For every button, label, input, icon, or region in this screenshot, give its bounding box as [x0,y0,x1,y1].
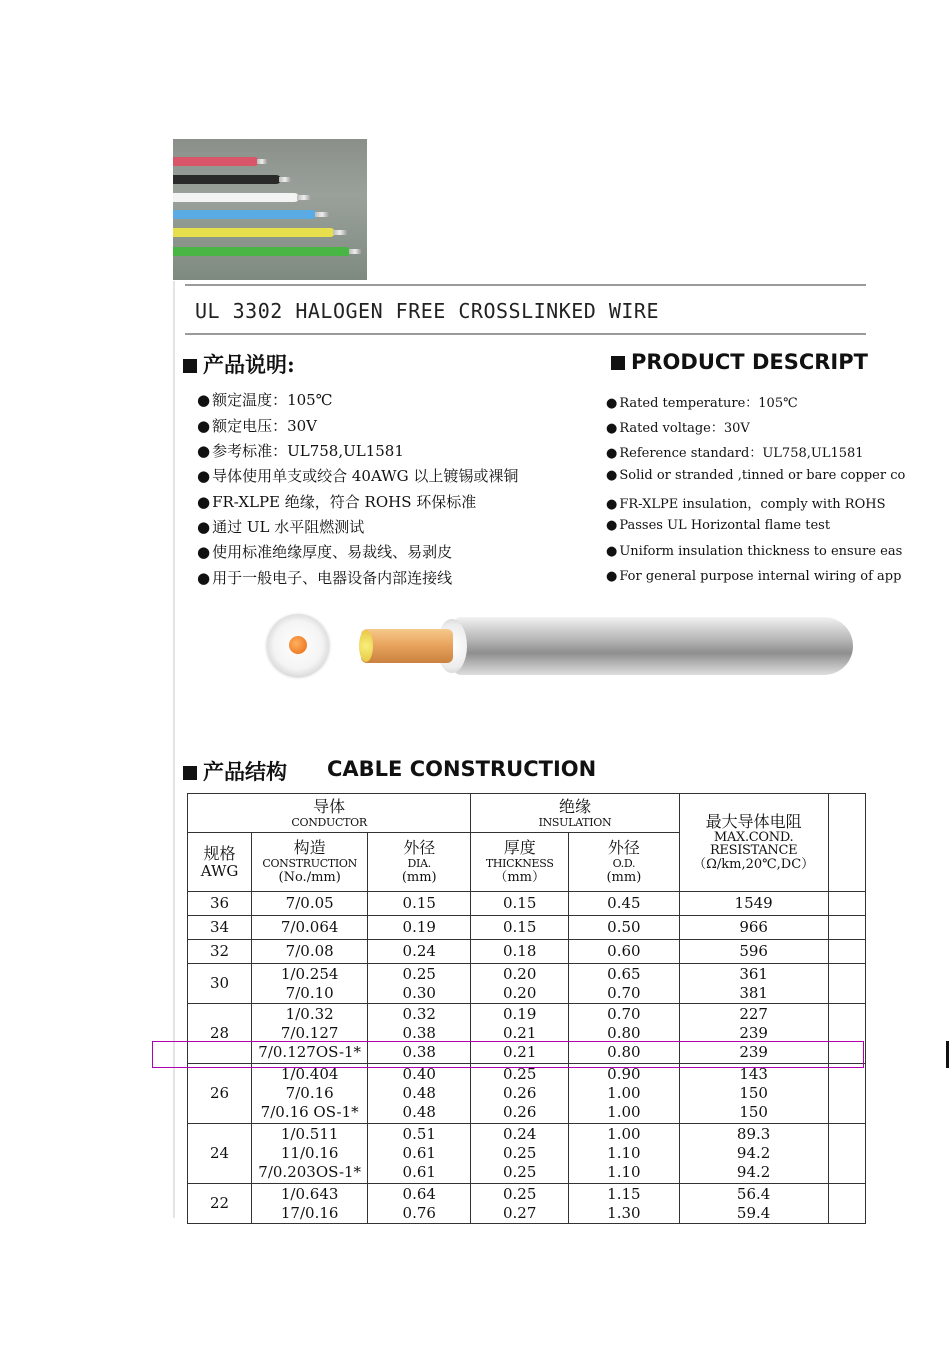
od-value: 1.00 [607,1125,641,1143]
construction-value: 7/0.16 [285,1084,334,1102]
table-body [188,892,866,1224]
thickness-value: 0.15 [502,894,537,912]
construction-cell [252,940,368,964]
awg-cell: 30 [188,964,252,1004]
resistance-value: 361 [739,964,768,983]
title-rule [185,333,866,335]
od-value: 0.90 [607,1065,641,1083]
od-cell [569,964,680,1004]
desc-cn-item: ● 用于一般电子、电器设备内部连接线 [197,567,452,588]
thickness-value: 0.26 [502,1103,537,1121]
construction-value: 1/0.254 [280,964,339,983]
thickness-value: 0.21 [502,1024,537,1042]
construction-cell [252,964,368,1004]
black-wire [173,175,281,184]
product-title: UL 3302 HALOGEN FREE CROSSLINKED WIRE [195,299,660,323]
square-bullet-icon [611,356,625,370]
od-value: 0.70 [607,983,641,1002]
od-value: 0.70 [607,1005,641,1023]
top-rule [185,284,866,286]
awg-cell: 28 [188,1004,252,1064]
od-value: 0.80 [607,1043,641,1061]
wire-sample-photo [173,139,367,280]
table-row [188,964,866,1004]
desc-en-item: ● Rated temperature：105℃ [606,392,798,411]
dia-value: 0.32 [402,1005,436,1023]
thickness-value: 0.18 [502,942,537,960]
construction-cell [252,916,368,940]
construction-value: 1/0.404 [280,1065,339,1083]
thickness-cell [471,892,569,916]
extra-cell [828,892,865,916]
extra-cell [828,964,865,1004]
construction-value: 7/0.08 [285,942,334,960]
dia-value: 0.15 [402,894,436,912]
selection-marker [946,1041,949,1068]
green-wire [173,247,351,256]
resistance-value: 143 [739,1065,768,1083]
conductor-core-illustration [289,636,307,654]
extra-column-header [828,794,865,892]
table-row [188,1184,866,1224]
thickness-value: 0.25 [502,1144,537,1162]
od-header: 外径 O.D. (mm) [569,833,680,892]
dia-cell [368,892,471,916]
thickness-cell [471,1184,569,1224]
construction-value: 11/0.16 [280,1144,339,1162]
datasheet-panel [173,281,906,1222]
thickness-value: 0.21 [502,1043,537,1061]
thickness-cell [471,940,569,964]
wire-strand [297,195,311,200]
resistance-cell [679,892,828,916]
thickness-value: 0.25 [502,1184,537,1203]
desc-cn-item: ● 额定电压：30V [197,415,317,436]
square-bullet-icon [183,359,197,373]
red-wire [173,157,259,166]
wire-strand [279,177,291,182]
extra-cell [828,1124,865,1184]
construction-header: 构造 CONSTRUCTION (No./mm) [252,833,368,892]
resistance-cell [679,940,828,964]
wire-strand [315,212,329,217]
table-row [188,1124,866,1184]
extra-cell [828,1184,865,1224]
resistance-value: 59.4 [736,1203,771,1222]
od-cell [569,1004,680,1064]
white-wire [173,193,299,202]
conductor-tip-illustration [359,630,373,662]
desc-cn-item: ● 参考标准：UL758,UL1581 [197,440,404,461]
extra-cell [828,1064,865,1124]
od-value: 0.50 [607,918,641,936]
od-value: 0.65 [607,964,641,983]
od-value: 0.80 [607,1024,641,1042]
desc-en-item: ● For general purpose internal wiring of app [606,569,901,584]
od-cell [569,1184,680,1224]
dia-cell [368,964,471,1004]
resistance-value: 150 [739,1103,768,1121]
conductor-group-header: 导体 CONDUCTOR [188,794,471,833]
dia-value: 0.30 [402,983,436,1002]
thickness-value: 0.20 [502,983,537,1002]
dia-value: 0.51 [402,1125,436,1143]
desc-en-item: ● Passes UL Horizontal flame test [606,518,830,533]
od-cell [569,1124,680,1184]
dia-cell [368,1184,471,1224]
desc-cn-item: ● 使用标准绝缘厚度、易裁线、易剥皮 [197,541,452,562]
od-cell [569,916,680,940]
dia-cell [368,940,471,964]
description-heading-cn: 产品说明: [183,349,295,379]
od-cell [569,892,680,916]
construction-value: 7/0.10 [285,983,334,1002]
table-row [188,892,866,916]
wire-strand [257,159,267,164]
dia-value: 0.76 [402,1203,436,1222]
desc-cn-item: ● 导体使用单支或绞合 40AWG 以上镀锡或裸铜 [197,465,518,486]
resistance-value: 94.2 [736,1163,771,1181]
od-value: 1.00 [607,1084,641,1102]
od-value: 1.10 [607,1144,641,1162]
thickness-cell [471,1004,569,1064]
desc-cn-item: ● FR-XLPE 绝缘，符合 ROHS 环保标准 [197,491,476,512]
stripped-conductor-illustration [361,629,453,663]
thickness-header: 厚度 THICKNESS （mm） [471,833,569,892]
resistance-value: 94.2 [736,1144,771,1162]
resistance-cell [679,916,828,940]
table-row [188,940,866,964]
awg-header: 规格 AWG [188,833,252,892]
construction-value: 7/0.203OS-1* [258,1163,362,1181]
wire-strand [333,230,347,235]
thickness-value: 0.25 [502,1163,537,1181]
blue-wire [173,210,317,219]
awg-cell: 34 [188,916,252,940]
resistance-value: 89.3 [736,1125,771,1143]
desc-en-item: ● Reference standard：UL758,UL1581 [606,442,864,461]
wire-strand [349,249,361,254]
awg-cell: 32 [188,940,252,964]
resistance-cell [679,1184,828,1224]
od-value: 1.30 [607,1203,641,1222]
dia-value: 0.48 [402,1084,436,1102]
construction-value: 7/0.064 [280,918,339,936]
awg-cell: 26 [188,1064,252,1124]
square-bullet-icon [183,766,197,780]
desc-cn-item: ● 通过 UL 水平阻燃测试 [197,516,364,537]
yellow-wire [173,228,335,237]
table-row [188,1064,866,1124]
dia-header: 外径 DIA. (mm) [368,833,471,892]
table-row [188,916,866,940]
dia-value: 0.38 [402,1024,436,1042]
construction-value: 7/0.127 [280,1024,339,1042]
desc-en-item: ● Solid or stranded ,tinned or bare copper co [606,468,905,483]
table-row [188,1004,866,1064]
od-cell [569,940,680,964]
resistance-value: 381 [739,983,768,1002]
construction-value: 7/0.16 OS-1* [260,1103,359,1121]
resistance-cell [679,1004,828,1064]
extra-cell [828,916,865,940]
awg-cell: 22 [188,1184,252,1224]
od-value: 0.45 [607,894,641,912]
dia-cell [368,1004,471,1064]
awg-cell: 36 [188,892,252,916]
od-value: 0.60 [607,942,641,960]
dia-value: 0.38 [402,1043,436,1061]
construction-value: 17/0.16 [280,1203,339,1222]
construction-cell [252,1124,368,1184]
od-value: 1.15 [607,1184,641,1203]
resistance-cell [679,1124,828,1184]
resistance-cell [679,1064,828,1124]
construction-value: 1/0.32 [285,1005,334,1023]
desc-en-item: ● FR-XLPE insulation，comply with ROHS [606,493,886,512]
construction-cell [252,1064,368,1124]
desc-cn-item: ● 额定温度：105℃ [197,389,333,410]
construction-value: 1/0.511 [280,1125,339,1143]
od-cell [569,1064,680,1124]
dia-value: 0.48 [402,1103,436,1121]
resistance-value: 239 [739,1043,768,1061]
construction-value: 7/0.05 [285,894,334,912]
construction-cell [252,1184,368,1224]
desc-en-item: ● Uniform insulation thickness to ensure eas [606,544,902,559]
dia-value: 0.40 [402,1065,436,1083]
awg-cell: 24 [188,1124,252,1184]
extra-cell [828,940,865,964]
dia-cell [368,1064,471,1124]
thickness-value: 0.27 [502,1203,537,1222]
dia-value: 0.25 [402,964,436,983]
construction-value: 7/0.127OS-1* [258,1043,362,1061]
thickness-value: 0.15 [502,918,537,936]
resistance-value: 596 [739,942,768,960]
construction-cell [252,1004,368,1064]
desc-en-item: ● Rated voltage：30V [606,417,750,436]
resistance-value: 966 [739,918,768,936]
description-heading-en: PRODUCT DESCRIPT [611,350,868,374]
thickness-value: 0.25 [502,1065,537,1083]
resistance-value: 56.4 [736,1184,771,1203]
thickness-cell [471,916,569,940]
od-value: 1.00 [607,1103,641,1121]
thickness-cell [471,964,569,1004]
dia-cell [368,916,471,940]
dia-value: 0.64 [402,1184,436,1203]
dia-value: 0.61 [402,1144,436,1162]
construction-cell [252,892,368,916]
thickness-value: 0.24 [502,1125,537,1143]
thickness-value: 0.19 [502,1005,537,1023]
dia-value: 0.24 [402,942,436,960]
resistance-header: 最大导体电阻 MAX.COND. RESISTANCE （Ω/km,20℃,DC） [679,794,828,892]
thickness-value: 0.20 [502,964,537,983]
thickness-cell [471,1064,569,1124]
construction-value: 1/0.643 [280,1184,339,1203]
resistance-value: 1549 [734,894,773,912]
cable-construction-table [187,793,866,1224]
extra-cell [828,1004,865,1064]
resistance-value: 150 [739,1084,768,1102]
resistance-value: 239 [739,1024,768,1042]
construction-heading-cn: 产品结构 [183,756,287,786]
thickness-cell [471,1124,569,1184]
resistance-cell [679,964,828,1004]
resistance-value: 227 [739,1005,768,1023]
dia-cell [368,1124,471,1184]
cable-jacket-illustration [453,617,853,675]
insulation-group-header: 绝缘 INSULATION [471,794,679,833]
construction-heading-en: CABLE CONSTRUCTION [327,757,597,781]
thickness-value: 0.26 [502,1084,537,1102]
dia-value: 0.19 [402,918,436,936]
dia-value: 0.61 [402,1163,436,1181]
od-value: 1.10 [607,1163,641,1181]
